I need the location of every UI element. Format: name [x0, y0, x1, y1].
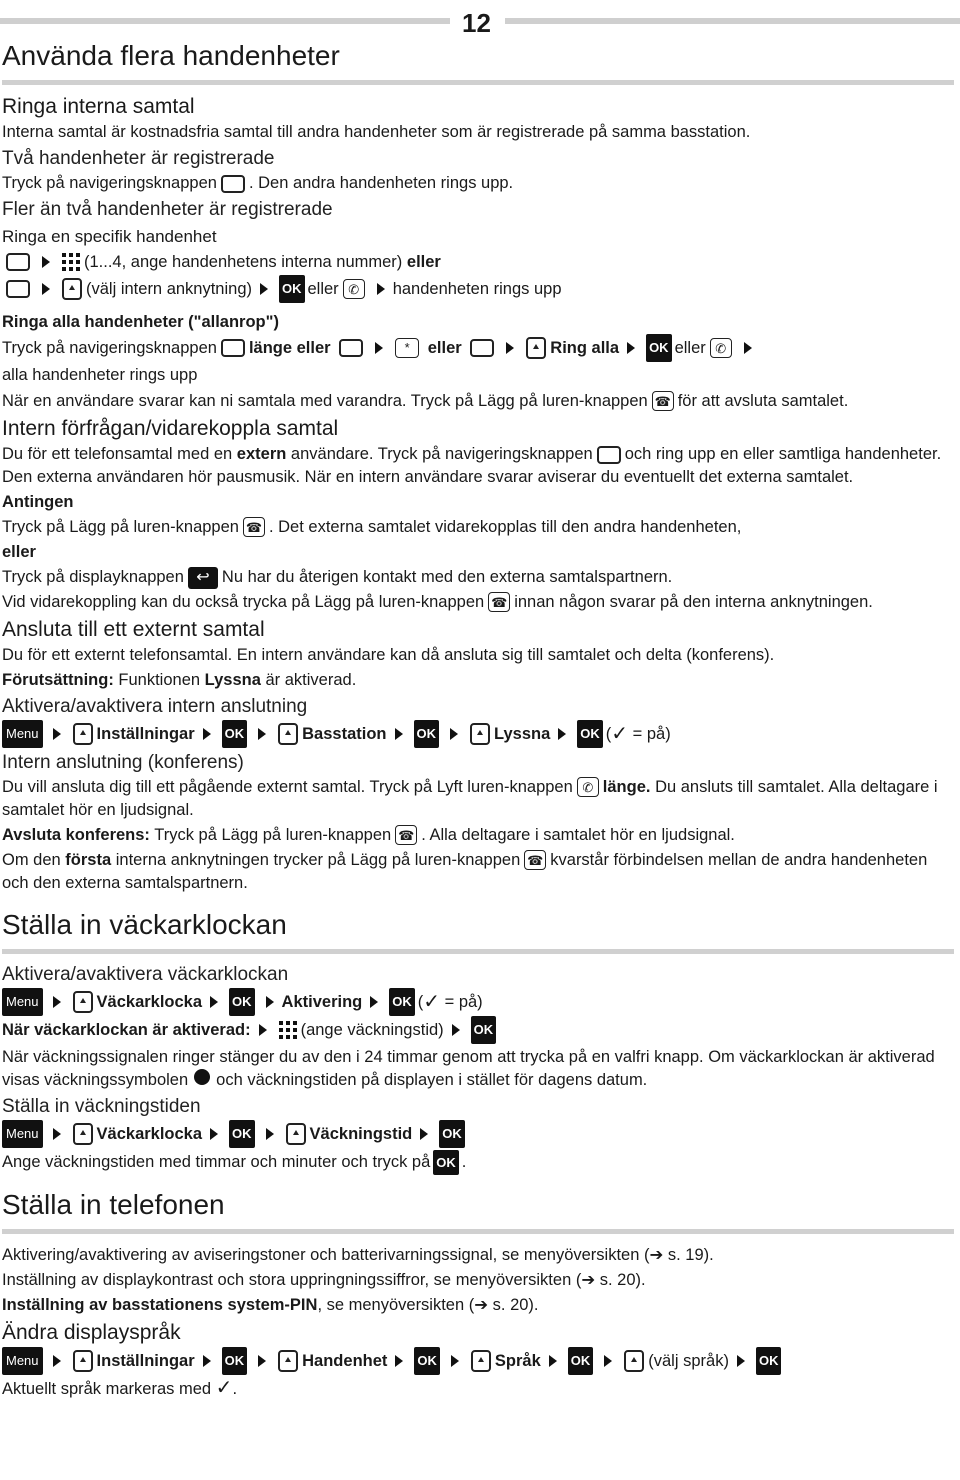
arrow-icon [266, 1128, 274, 1140]
text: Väckarklocka [96, 1125, 203, 1143]
text: länge eller [248, 339, 331, 357]
paragraph: Inställning av displaykontrast och stora uppringningssiffror, se menyöversikten (➔ s. 20). [2, 1271, 646, 1289]
paragraph [2, 1046, 954, 1092]
menu-key-icon: Menu [2, 720, 43, 748]
menu-key-icon: Menu [2, 988, 43, 1016]
text: och väckningstiden på displayen i stället för dagens datum. [216, 1071, 648, 1089]
subheading: Fler än två handenheter är registrerade [2, 199, 333, 220]
ok-key-icon: OK [577, 720, 603, 748]
text: Avsluta konferens: [2, 826, 150, 844]
updown-key-icon [624, 1350, 644, 1372]
text: och ring upp en eller samtliga handenheter. Den externa användaren hör pausmusik. När en intern användare svarar aviserar du eventuellt det externa samtalet. [2, 445, 942, 486]
ok-key-icon: OK [222, 1347, 248, 1375]
arrow-icon [42, 283, 50, 295]
updown-key-icon [471, 1350, 491, 1372]
text: , se menyöversikten (➔ s. 20). [317, 1296, 539, 1314]
star-key-icon: * [395, 338, 419, 358]
text: . Den andra handenheten rings upp. [248, 174, 514, 192]
end-call-key-icon: ☎ [488, 592, 510, 612]
paragraph [2, 849, 954, 895]
arrow-icon [203, 1355, 211, 1367]
ok-key-icon: OK [646, 334, 672, 362]
text: Nu har du återigen kontakt med den externa samtalspartnern. [221, 568, 673, 586]
end-call-key-icon: ☎ [243, 517, 265, 537]
text: Väckningstid [309, 1125, 413, 1143]
text: är aktiverad. [265, 671, 357, 689]
text: Vid vidarekoppling kan du också trycka på Lägg på luren-knappen [2, 593, 485, 611]
text: Basstation [302, 725, 387, 743]
arrow-icon [210, 1128, 218, 1140]
updown-key-icon [470, 723, 490, 745]
text: Ring alla [550, 339, 620, 357]
ok-key-icon: OK [279, 275, 305, 303]
updown-key-icon [278, 723, 298, 745]
arrow-icon [452, 1024, 460, 1036]
ok-key-icon: OK [414, 720, 440, 748]
text: alla handenheter rings upp [2, 366, 198, 384]
text: = på) [444, 993, 483, 1011]
text: eller [427, 339, 462, 357]
text: Inställningar [96, 725, 195, 743]
paragraph [2, 443, 954, 489]
end-call-key-icon: ☎ [652, 391, 674, 411]
updown-key-icon [73, 1350, 93, 1372]
nav-key-icon [339, 339, 363, 357]
text: första [65, 851, 112, 869]
arrow-icon [451, 1355, 459, 1367]
updown-key-icon [278, 1350, 298, 1372]
nav-key-icon [470, 339, 494, 357]
arrow-icon [627, 342, 635, 354]
arrow-icon [744, 342, 752, 354]
arrow-icon [266, 996, 274, 1008]
updown-key-icon [73, 1123, 93, 1145]
paragraph [2, 776, 954, 822]
subsection-title: Intern förfrågan/vidarekoppla samtal [2, 417, 339, 440]
arrow-icon [370, 996, 378, 1008]
text: (1...4, ange handenhetens interna nummer) [84, 253, 403, 271]
text: interna anknytningen trycker på Lägg på luren-knappen [115, 851, 521, 869]
arrow-icon [210, 996, 218, 1008]
text: Tryck på displayknappen [2, 568, 184, 586]
text: handenheten rings upp [392, 280, 562, 298]
text: Funktionen [118, 671, 201, 689]
alarm-icon [194, 1069, 210, 1085]
nav-key-icon [221, 339, 245, 357]
text: länge. [602, 778, 651, 796]
text: När en användare svarar kan ni samtala med varandra. Tryck på Lägg på luren-knappen [2, 392, 648, 410]
updown-key-icon [73, 991, 93, 1013]
text: När väckningssignalen ringer stänger du av den i 24 timmar genom att trycka på en valfri knapp. Om väckarklockan är aktiverad visas väckningssymbolen [2, 1048, 935, 1089]
arrow-icon [375, 342, 383, 354]
section-title: Ställa in telefonen [2, 1189, 225, 1220]
divider [2, 80, 954, 85]
arrow-icon [260, 283, 268, 295]
paragraph [2, 172, 954, 195]
arrow-icon [558, 728, 566, 740]
text: . Det externa samtalet vidarekopplas till den andra handenheten, [268, 518, 742, 536]
text: Inställningar [96, 1352, 195, 1370]
arrow-icon [395, 1355, 403, 1367]
page-number: 12 [462, 8, 491, 38]
text: innan någon svarar på den interna anknytningen. [514, 593, 873, 611]
paragraph [2, 491, 954, 514]
paragraph: Aktivering/avaktivering av aviseringstoner och batterivarningssignal, se menyöversikten (➔ s. 19). [2, 1246, 714, 1264]
menu-key-icon: Menu [2, 1120, 43, 1148]
ok-key-icon: OK [568, 1347, 594, 1375]
arrow-icon [53, 728, 61, 740]
paragraph [2, 824, 954, 847]
talk-key-icon: ✆ [343, 279, 365, 299]
check-icon: ✓ [423, 991, 440, 1013]
instruction-row [2, 1120, 954, 1148]
arrow-icon [450, 728, 458, 740]
ok-key-icon: OK [389, 988, 415, 1016]
instruction-row [2, 275, 954, 303]
text: Väckarklocka [96, 993, 203, 1011]
section-title: Ställa in väckarklockan [2, 909, 287, 940]
text: Tryck på navigeringsknappen [2, 339, 217, 357]
section-title: Använda flera handenheter [2, 40, 340, 71]
text: (välj intern anknytning) [86, 280, 252, 298]
end-call-key-icon: ☎ [395, 825, 417, 845]
arrow-icon [42, 256, 50, 268]
page-content [2, 40, 954, 1403]
nav-key-icon [597, 446, 621, 464]
ok-key-icon: OK [756, 1347, 782, 1375]
text: Förutsättning: [2, 671, 114, 689]
text: . Alla deltagare i samtalet hör en ljudsignal. [421, 826, 735, 844]
paragraph [2, 591, 954, 614]
text: Språk [494, 1352, 541, 1370]
text: = på) [632, 725, 671, 743]
text: extern [236, 445, 287, 463]
ok-key-icon: OK [414, 1347, 440, 1375]
updown-key-icon [73, 723, 93, 745]
text: Inställning av basstationens system-PIN [2, 1296, 318, 1314]
updown-key-icon [62, 278, 82, 300]
divider [2, 949, 954, 954]
talk-key-icon: ✆ [710, 338, 732, 358]
end-call-key-icon: ☎ [524, 850, 546, 870]
keypad-icon [62, 253, 80, 271]
nav-key-icon [6, 280, 30, 298]
text: eller [674, 339, 706, 357]
subheading: Aktivera/avaktivera intern anslutning [2, 696, 308, 717]
subheading: Två handenheter är registrerade [2, 148, 275, 169]
nav-key-icon [221, 175, 245, 193]
text: Aktuellt språk markeras med [2, 1380, 212, 1398]
keypad-icon [279, 1021, 297, 1039]
arrow-icon [203, 728, 211, 740]
ok-key-icon: OK [471, 1016, 497, 1044]
text: Tryck på Lägg på luren-knappen [2, 518, 239, 536]
instruction-row [2, 249, 954, 275]
nav-key-icon [6, 253, 30, 271]
text: Lyssna [494, 725, 551, 743]
subheading: Ringa alla handenheter ("allanrop") [2, 313, 279, 331]
arrow-icon [395, 728, 403, 740]
text: Aktivering [281, 993, 363, 1011]
arrow-icon [549, 1355, 557, 1367]
arrow-icon [604, 1355, 612, 1367]
page-header [0, 8, 960, 38]
arrow-icon [259, 1024, 267, 1036]
arrow-icon [53, 1355, 61, 1367]
text: kvarstår förbindelsen mellan de andra handenheten och den externa samtalspartnern. [2, 851, 928, 892]
subheading: Ringa en specifik handenhet [2, 227, 217, 246]
paragraph [2, 516, 954, 539]
text: för att avsluta samtalet. [677, 392, 849, 410]
menu-key-icon: Menu [2, 1347, 43, 1375]
check-icon: ✓ [215, 1377, 233, 1399]
text: Antingen [2, 493, 74, 511]
text: Du vill ansluta dig till ett pågående externt samtal. Tryck på Lyft luren-knappen [2, 778, 573, 796]
divider [2, 1229, 954, 1234]
ok-key-icon: OK [229, 1120, 255, 1148]
back-key-icon: ↩ [188, 567, 218, 589]
instruction-row: Menu Väckarklocka OK Aktivering OK ( ✓ = på) [2, 988, 954, 1016]
paragraph [2, 566, 954, 589]
text: Om den [2, 851, 61, 869]
paragraph [2, 390, 954, 413]
paragraph: Du för ett externt telefonsamtal. En intern användare kan då ansluta sig till samtalet och delta (konferens). [2, 646, 775, 664]
updown-key-icon [526, 337, 546, 359]
arrow-icon [258, 1355, 266, 1367]
text: eller [406, 253, 441, 271]
instruction-row [2, 334, 954, 388]
paragraph: Interna samtal är kostnadsfria samtal till andra handenheter som är registrerade på samma basstation. [2, 123, 751, 141]
arrow-icon [506, 342, 514, 354]
subheading: Intern anslutning (konferens) [2, 752, 244, 773]
subsection-title: Ringa interna samtal [2, 95, 195, 118]
ok-key-icon: OK [229, 988, 255, 1016]
talk-key-icon: ✆ [577, 777, 599, 797]
subheading: Aktivera/avaktivera väckarklockan [2, 964, 289, 985]
text: Tryck på navigeringsknappen [2, 174, 217, 192]
arrow-icon [737, 1355, 745, 1367]
subheading: Ställa in väckningstiden [2, 1096, 201, 1117]
paragraph: Aktuellt språk markeras med ✓. [2, 1377, 238, 1399]
updown-key-icon [286, 1123, 306, 1145]
text: Lyssna [204, 671, 261, 689]
arrow-icon [420, 1128, 428, 1140]
text: När väckarklockan är aktiverad: [2, 1021, 251, 1039]
text: användare. Tryck på navigeringsknappen [290, 445, 593, 463]
text: eller [307, 280, 339, 298]
check-icon: ✓ [611, 723, 629, 745]
instruction-row [2, 1347, 954, 1375]
text: (välj språk) [648, 1352, 729, 1370]
text: Tryck på Lägg på luren-knappen [154, 826, 392, 844]
text: (ange väckningstid) [300, 1021, 444, 1039]
arrow-icon [53, 1128, 61, 1140]
paragraph: Ange väckningstiden med timmar och minuter och tryck på OK . [2, 1150, 954, 1175]
text: eller [2, 543, 36, 561]
paragraph [2, 1294, 954, 1317]
ok-key-icon: OK [222, 720, 248, 748]
ok-key-icon: OK [433, 1150, 459, 1175]
arrow-icon [377, 283, 385, 295]
text: Du för ett telefonsamtal med en [2, 445, 233, 463]
subsection-title: Ansluta till ett externt samtal [2, 618, 265, 641]
instruction-row: Menu Inställningar OK Basstation OK Lyssna OK ( ✓ = på) [2, 720, 954, 748]
text: Du ansluts till samtalet. Alla deltagare i samtalet hör en ljudsignal. [2, 778, 938, 819]
paragraph [2, 669, 954, 692]
instruction-row [2, 1016, 954, 1044]
ok-key-icon: OK [439, 1120, 465, 1148]
arrow-icon [258, 728, 266, 740]
text: Handenhet [302, 1352, 388, 1370]
subsection-title: Ändra displayspråk [2, 1321, 181, 1344]
text: Ange väckningstiden med timmar och minuter och tryck på [2, 1153, 431, 1171]
arrow-icon [53, 996, 61, 1008]
paragraph [2, 541, 954, 564]
